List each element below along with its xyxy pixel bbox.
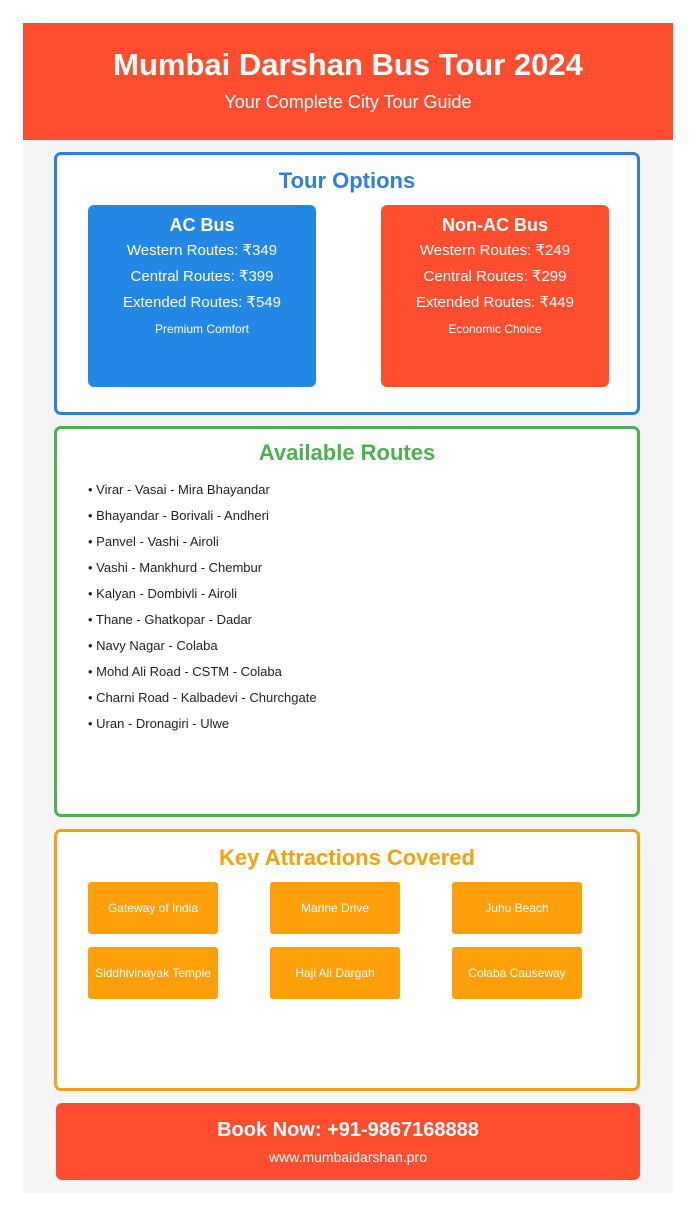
non-ac-central-price: Central Routes: ₹299 (423, 268, 567, 285)
attractions-section (54, 829, 640, 1091)
route-item: • Virar - Vasai - Mira Bhayandar (88, 482, 270, 497)
attraction-haji-ali-dargah[interactable]: Haji Ali Dargah (270, 947, 400, 999)
route-item: • Mohd Ali Road - CSTM - Colaba (88, 664, 282, 679)
route-item: • Vashi - Mankhurd - Chembur (88, 560, 263, 575)
booking-banner[interactable] (56, 1103, 640, 1180)
header-banner (23, 23, 673, 140)
attraction-juhu-beach[interactable]: Juhu Beach (452, 882, 582, 934)
ac-central-price: Central Routes: ₹399 (130, 268, 274, 285)
ac-bus-card[interactable] (88, 205, 316, 387)
routes-title: Available Routes (258, 440, 436, 465)
attractions-title: Key Attractions Covered (219, 845, 475, 870)
route-item: • Bhayandar - Borivali - Andheri (88, 508, 269, 523)
route-item: • Charni Road - Kalbadevi - Churchgate (88, 690, 317, 705)
non-ac-bus-title: Non-AC Bus (442, 215, 548, 235)
ac-bus-title: AC Bus (169, 215, 235, 235)
route-item: • Navy Nagar - Colaba (88, 638, 218, 653)
non-ac-bus-tag: Economic Choice (448, 322, 542, 336)
route-item: • Kalyan - Dombivli - Airoli (88, 586, 238, 601)
page-subtitle: Your Complete City Tour Guide (224, 92, 472, 112)
routes-section (54, 426, 640, 817)
website-link[interactable]: www.mumbaidarshan.pro (269, 1149, 427, 1165)
ac-western-price: Western Routes: ₹349 (126, 242, 278, 259)
ac-bus-tag: Premium Comfort (154, 322, 249, 336)
route-item: • Thane - Ghatkopar - Dadar (88, 612, 253, 627)
non-ac-western-price: Western Routes: ₹249 (419, 242, 571, 259)
tour-options-title: Tour Options (278, 168, 416, 193)
ac-extended-price: Extended Routes: ₹549 (123, 294, 281, 311)
attraction-colaba-causeway[interactable]: Colaba Causeway (452, 947, 582, 999)
tour-options-section (54, 152, 640, 415)
route-item: • Panvel - Vashi - Airoli (88, 534, 219, 549)
routes-list (88, 482, 317, 742)
non-ac-bus-card[interactable] (381, 205, 609, 387)
attraction-siddhivinayak-temple[interactable]: Siddhivinayak Temple (88, 947, 218, 999)
attraction-marine-drive[interactable]: Marine Drive (270, 882, 400, 934)
book-now-phone[interactable]: Book Now: +91-9867168888 (217, 1119, 479, 1141)
page (23, 23, 673, 1193)
attraction-gateway-of-india[interactable]: Gateway of India (88, 882, 218, 934)
non-ac-extended-price: Extended Routes: ₹449 (416, 294, 574, 311)
route-item: • Uran - Dronagiri - Ulwe (88, 716, 230, 731)
page-title: Mumbai Darshan Bus Tour 2024 (113, 47, 583, 82)
